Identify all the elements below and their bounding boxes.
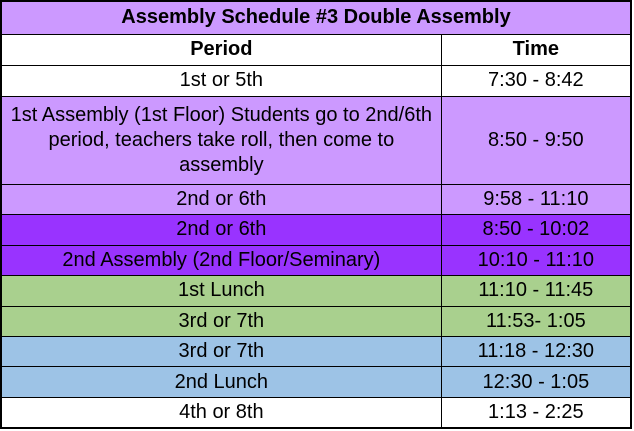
period-cell: 2nd or 6th <box>1 215 441 245</box>
period-cell: 4th or 8th <box>1 397 441 428</box>
schedule-title: Assembly Schedule #3 Double Assembly <box>1 1 631 34</box>
table-row <box>1 306 631 336</box>
table-row <box>1 367 631 397</box>
time-cell: 11:18 - 12:30 <box>441 337 631 367</box>
time-header: Time <box>441 34 631 66</box>
period-cell: 1st or 5th <box>1 66 441 96</box>
table-row <box>1 276 631 306</box>
time-cell: 8:50 - 9:50 <box>441 96 631 184</box>
table-row <box>1 337 631 367</box>
period-cell: 1st Assembly (1st Floor) Students go to 2nd/6th period, teachers take roll, then come to assembly <box>1 96 441 184</box>
period-cell: 2nd Lunch <box>1 367 441 397</box>
time-cell: 9:58 - 11:10 <box>441 184 631 214</box>
period-header: Period <box>1 34 441 66</box>
period-cell: 3rd or 7th <box>1 306 441 336</box>
period-cell: 3rd or 7th <box>1 337 441 367</box>
header-row <box>1 34 631 66</box>
table-row <box>1 397 631 428</box>
time-cell: 8:50 - 10:02 <box>441 215 631 245</box>
table-row <box>1 245 631 275</box>
time-cell: 12:30 - 1:05 <box>441 367 631 397</box>
period-cell: 1st Lunch <box>1 276 441 306</box>
time-cell: 1:13 - 2:25 <box>441 397 631 428</box>
title-row <box>1 1 631 34</box>
time-cell: 11:10 - 11:45 <box>441 276 631 306</box>
table-row <box>1 215 631 245</box>
table-row <box>1 66 631 96</box>
period-cell: 2nd Assembly (2nd Floor/Seminary) <box>1 245 441 275</box>
period-cell: 2nd or 6th <box>1 184 441 214</box>
time-cell: 11:53- 1:05 <box>441 306 631 336</box>
table-row <box>1 96 631 184</box>
time-cell: 7:30 - 8:42 <box>441 66 631 96</box>
table-row <box>1 184 631 214</box>
time-cell: 10:10 - 11:10 <box>441 245 631 275</box>
